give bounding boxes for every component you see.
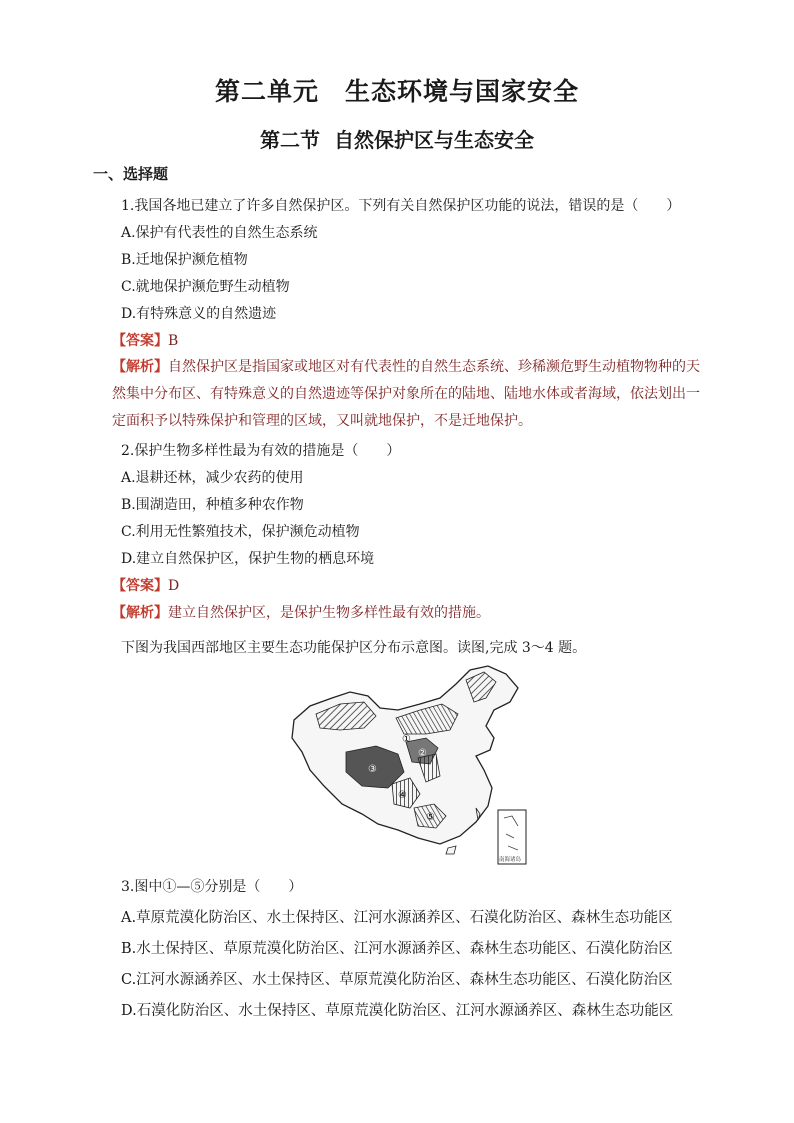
q2-answer xyxy=(112,576,179,596)
q2-option-a: A.退耕还林，减少农药的使用 xyxy=(121,470,304,486)
section-heading: 一、选择题 xyxy=(93,165,169,183)
marker-3: ③ xyxy=(368,764,377,775)
q1-option-d: D.有特殊意义的自然遗迹 xyxy=(121,306,277,322)
q1-stem: 1.我国各地已建立了许多自然保护区。下列有关自然保护区功能的说法，错误的是（ ） xyxy=(121,198,681,214)
q1-explanation xyxy=(112,354,704,435)
q2-option-c: C.利用无性繁殖技术，保护濒危动植物 xyxy=(121,524,360,540)
q3-option-a: A.草原荒漠化防治区、水土保持区、江河水源涵养区、石漠化防治区、森林生态功能区 xyxy=(121,910,673,926)
q3-option-d: D.石漠化防治区、水土保持区、草原荒漠化防治区、江河水源涵养区、森林生态功能区 xyxy=(121,1003,674,1019)
section-subtitle: 第二节 自然保护区与生态安全 xyxy=(260,128,534,152)
inset-caption: 南海诸岛 xyxy=(499,857,522,863)
marker-5: ⑤ xyxy=(426,812,435,823)
answer-tag: 【答案】 xyxy=(112,578,168,594)
q1-option-a: A.保护有代表性的自然生态系统 xyxy=(121,225,318,241)
q2-explanation xyxy=(112,603,490,623)
answer-value: B xyxy=(168,333,179,349)
q3-option-c: C.江河水源涵养区、水土保持区、草原荒漠化防治区、森林生态功能区、石漠化防治区 xyxy=(121,972,673,988)
q2-stem: 2.保护生物多样性最为有效的措施是（ ） xyxy=(121,443,401,459)
q1-option-b: B.迁地保护濒危植物 xyxy=(121,252,248,268)
q3-option-b: B.水土保持区、草原荒漠化防治区、江河水源涵养区、森林生态功能区、石漠化防治区 xyxy=(121,941,673,957)
q2-option-b: B.围湖造田，种植多种农作物 xyxy=(121,497,304,513)
explain-text: 自然保护区是指国家或地区对有代表性的自然生态系统、珍稀濒危野生动植物物种的天然集中分布区、有特殊意义的自然遗迹等保护对象所在的陆地、陆地水体或者海域，依法划出一定面积予以特殊保护和管理的区域，又叫就地保护，不是迁地保护。 xyxy=(112,359,700,429)
explain-text: 建立自然保护区，是保护生物多样性最有效的措施。 xyxy=(168,605,490,621)
marker-1: ① xyxy=(402,734,411,745)
marker-4: ④ xyxy=(398,790,407,801)
map-intro: 下图为我国西部地区主要生态功能保护区分布示意图。读图,完成 3～4 题。 xyxy=(121,640,587,656)
q1-option-c: C.就地保护濒危野生动植物 xyxy=(121,279,290,295)
q3-stem: 3.图中①—⑤分别是（ ） xyxy=(121,879,303,895)
answer-value: D xyxy=(168,578,180,594)
q1-answer xyxy=(112,331,178,351)
china-eco-zones-map xyxy=(280,658,530,868)
q2-option-d: D.建立自然保护区，保护生物的栖息环境 xyxy=(121,551,375,567)
explain-tag: 【解析】 xyxy=(112,605,168,621)
answer-tag: 【答案】 xyxy=(112,333,168,349)
page-title: 第二单元 生态环境与国家安全 xyxy=(214,77,579,106)
explain-tag: 【解析】 xyxy=(112,359,168,375)
marker-2: ② xyxy=(418,748,427,759)
